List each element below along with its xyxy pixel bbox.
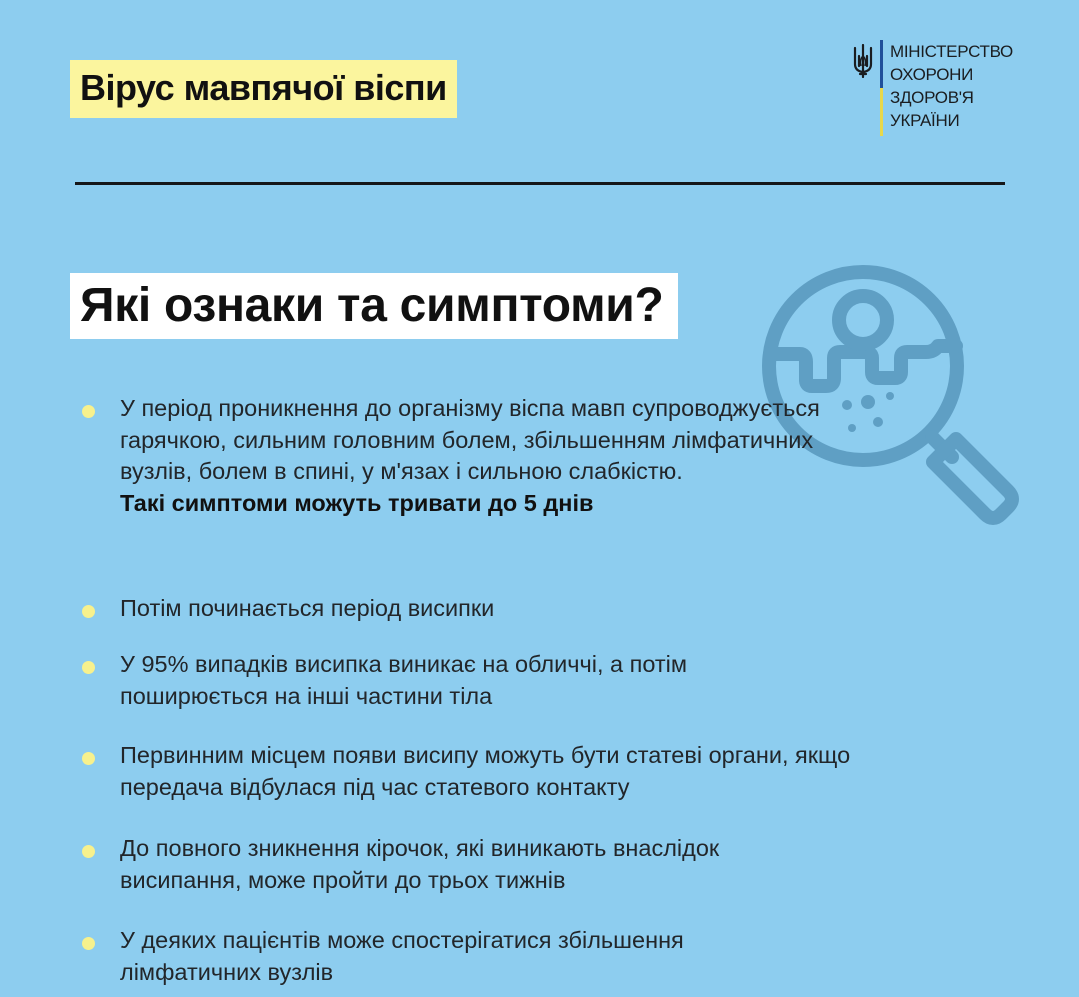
list-item-text: У деяких пацієнтів може спостерігатися збільшення лімфатичних вузлів	[120, 927, 684, 985]
bullet-dot	[82, 661, 95, 674]
list-item-text: Потім починається період висипки	[120, 595, 495, 621]
divider-line	[75, 182, 1005, 185]
ministry-line-4: УКРАЇНИ	[890, 111, 960, 130]
bullet-dot	[82, 937, 95, 950]
ministry-line-3: ЗДОРОВ'Я	[890, 88, 974, 107]
list-item	[82, 393, 820, 519]
list-item-text: До повного зникнення кірочок, які виникають внаслідок висипання, може пройти до трьох тижнів	[120, 835, 720, 893]
flag-divider	[880, 40, 883, 136]
bullet-dot	[82, 752, 95, 765]
list-item-text: Первинним місцем появи висипу можуть бути статеві органи, якщо передача відбулася під час статевого контакту	[120, 742, 851, 800]
list-item	[82, 649, 780, 712]
ministry-logo	[852, 40, 1013, 136]
bullet-dot	[82, 605, 95, 618]
trident-icon	[852, 44, 874, 78]
list-item-text: У період проникнення до організму віспа мавп супроводжується гарячкою, сильним головним болем, збільшенням лімфатичних вузлів, болем в спині, у м'язах і сильною слабкістю.	[120, 395, 820, 484]
ministry-line-1: МІНІСТЕРСТВО	[890, 42, 1013, 61]
list-item	[82, 925, 760, 988]
bullet-dot	[82, 405, 95, 418]
section-heading: Які ознаки та симптоми?	[70, 273, 678, 339]
list-item	[82, 740, 860, 803]
list-item-emphasis: Такі симптоми можуть тривати до 5 днів	[120, 489, 594, 516]
list-item	[82, 833, 800, 896]
ministry-line-2: ОХОРОНИ	[890, 65, 974, 84]
bullet-dot	[82, 845, 95, 858]
topic-label: Вірус мавпячої віспи	[70, 60, 457, 118]
list-item	[82, 593, 820, 625]
list-item-text: У 95% випадків висипка виникає на обличчі, а потім поширюється на інші частини тіла	[120, 651, 688, 709]
